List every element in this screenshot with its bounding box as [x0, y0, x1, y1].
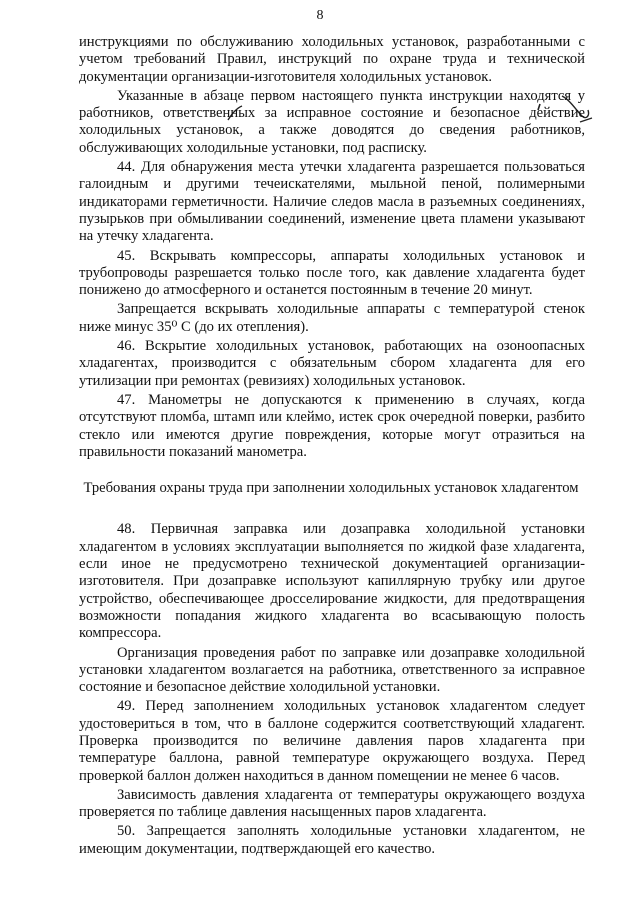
document-body — [79, 34, 585, 860]
paragraph-46: 46. Вскрытие холодильных установок, работающих на озоноопасных хладагентах, производится с обязательным сбором хладагента для его утилизации при ремонтах (ревизиях) холодильных установок. — [79, 338, 585, 389]
section-heading: Требования охраны труда при заполнении холодильных установок хладагентом — [83, 480, 579, 497]
paragraph-47: 47. Манометры не допускаются к применению в случаях, когда отсутствуют пломба, штамп или клеймо, истек срок очередной поверки, разбито стекло или имеются другие повреждения, которые могут отразиться на правильности показаний манометра. — [79, 391, 585, 460]
paragraph: Зависимость давления хладагента от температуры окружающего воздуха проверяется по таблице давления насыщенных паров хладагента. — [79, 786, 585, 821]
paragraph-45: 45. Вскрывать компрессоры, аппараты холодильных установок и трубопроводы разрешается только после того, как давление хладагента будет понижено до атмосферного и останется постоянным в течение 20 минут. — [79, 247, 585, 299]
paragraph-44: 44. Для обнаружения места утечки хладагента разрешается пользоваться галоидным и другими течеискателями, мыльной пеной, полимерными индикаторами герметичности. Наличие следов масла в разъемных соединениях, пузырьков при обмыливании соединений, изменение цвета пламени указывают на утечку хладагента. — [79, 159, 585, 245]
paragraph: Указанные в абзаце первом настоящего пункта инструкции находятся у работников, ответственных за исправное состояние и безопасное действие холодильных установок, а также доводятся до сведения работников, обслуживающих холодильные установки, под расписку. — [79, 87, 585, 156]
paragraph: Запрещается вскрывать холодильные аппараты с температурой стенок ниже минус 35⁰ С (до их отепления). — [79, 301, 585, 335]
page-number: 8 — [316, 8, 324, 23]
paragraph: Организация проведения работ по заправке или дозаправке холодильной установки хладагентом возлагается на работника, ответственного за исправное состояние и безопасное действие холодильной установки. — [79, 644, 585, 696]
paragraph-49: 49. Перед заполнением холодильных установок хладагентом следует удостовериться в том, что в баллоне содержится соответствующий хладагент. Проверка производится по величине давления паров хладагента при температуре баллона, равной температуре окружающего воздуха. Перед проверкой баллон должен находиться в данном помещении не менее 6 часов. — [79, 698, 585, 784]
paragraph-50: 50. Запрещается заполнять холодильные установки хладагентом, не имеющим документации, подтверждающей его качество. — [79, 823, 585, 857]
paragraph-48: 48. Первичная заправка или дозаправка холодильной установки хладагентом в условиях эксплуатации выполняется по жидкой фазе хладагента, если иное не предусмотрено технической документацией организации-изготовителя. При дозаправке используют капиллярную трубку или другое устройство, обеспечивающее дросселирование жидкости, для предотвращения возможности попадания жидкого хладагента во всасывающую полость компрессора. — [79, 521, 585, 642]
paragraph: инструкциями по обслуживанию холодильных установок, разработанными с учетом требований Правил, инструкций по охране труда и технической документации организации-изготовителя холодильных установок. — [79, 34, 585, 85]
